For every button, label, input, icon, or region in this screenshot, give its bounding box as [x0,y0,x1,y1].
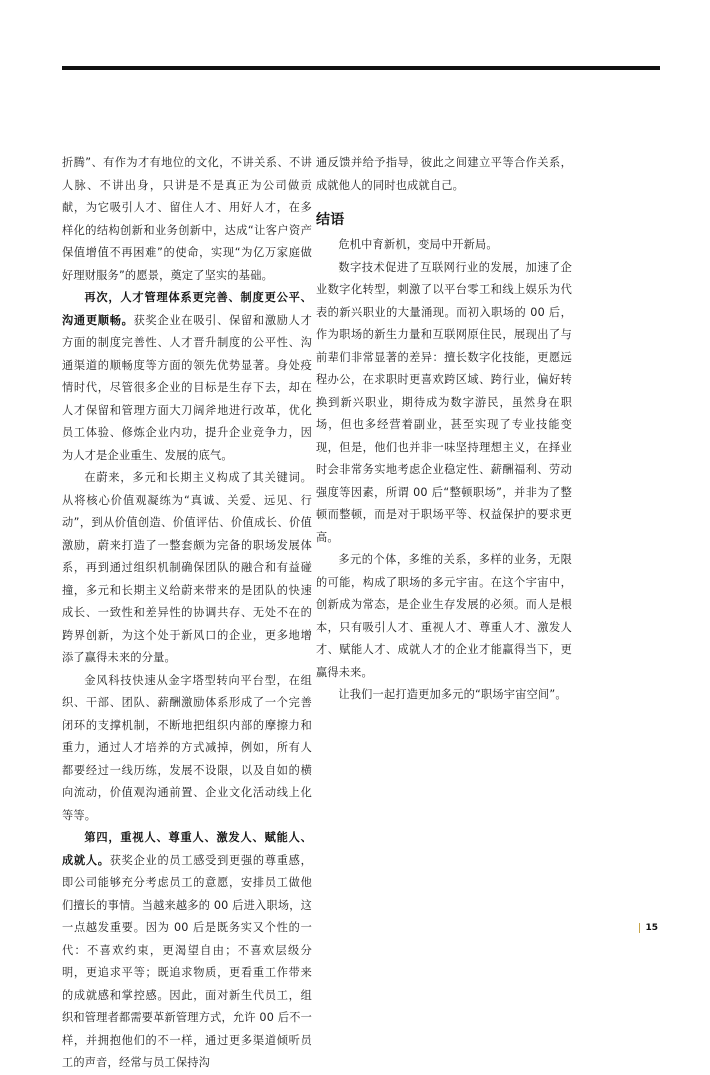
folio-bar [639,923,640,933]
paragraph: 通反馈并给予指导，彼此之间建立平等合作关系，成就他人的同时也成就自己。 [316,156,572,192]
paragraph: 让我们一起打造更加多元的“职场宇宙空间”。 [338,688,567,701]
paragraph: 数字技术促进了互联网行业的发展，加速了企业数字化转型，刺激了以平台零工和线上娱乐为代表的新兴职业的大量涌现。而初入职场的 00 后，作为职场的新生力量和互联网原住民，展现出了与前辈们非常显著的差异：擅长数字化技能，更愿远程办公，在求职时更喜欢跨区域、跨行业，偏好转换到新兴职业，期待成为数字游民，虽然身在职场，但也多经营着副业，甚至实现了专业技能变现，但是，他们也并非一味坚持理想主义，在择业时会非常务实地考虑企业稳定性、薪酬福利、劳动强度等因素，所谓 00 后“整顿职场”，并非为了整顿而整顿，而是对于职场平等、权益保护的要求更高。 [316,260,572,544]
right-column [316,152,572,707]
bold-lead: 再次，人才管理体系更完善、制度更公平、沟通更顺畅。 [62,291,312,327]
page-number: 15 [645,923,658,933]
paragraph [62,287,312,467]
paragraph: 金风科技快速从金字塔型转向平台型，在组织、干部、团队、薪酬激励体系形成了一个完善闭环的支撑机制，不断地把组织内部的摩擦力和重力，通过人才培养的方式减掉，例如，所有人都要经过一线历练，发展不设限，以及自如的横向流动，价值观沟通前置、企业文化活动线上化等等。 [62,673,312,822]
paragraph: 多元的个体，多维的关系，多样的业务，无限的可能，构成了职场的多元宇宙。在这个宇宙中，创新成为常态，是企业生存发展的必须。而人是根本，只有吸引人才、重视人才、尊重人才、激发人才、赋能人才、成就人才的企业才能赢得当下，更赢得未来。 [316,553,572,679]
top-rule [62,66,660,70]
page-folio [639,923,658,933]
left-column [62,152,312,1075]
section-heading: 结语 [316,212,345,228]
paragraph-text: 获奖企业在吸引、保留和激励人才方面的制度完善性、人才晋升制度的公平性、沟通渠道的顺畅度等方面的领先优势显著。身处疫情时代，尽管很多企业的目标是生存下去，却在人才保留和管理方面大刀阔斧地进行改革，优化员工体验、修炼企业内功，提升企业竞争力，因为人才是企业重生、发展的底气。 [62,313,312,462]
paragraph: 危机中育新机，变局中开新局。 [338,238,498,251]
paragraph: 在蔚来，多元和长期主义构成了其关键词。从将核心价值观凝练为“真诚、关爱、远见、行动”，到从价值创造、价值评估、价值成长、价值激励，蔚来打造了一整套颇为完备的职场发展体系，再到通过组织机制确保团队的融合和有益碰撞，多元和长期主义给蔚来带来的是团队的快速成长、一致性和差异性的协调共存、无处不在的跨界创新，为这个处于新风口的企业，更多地增添了赢得未来的分量。 [62,471,312,664]
paragraph [62,827,312,1075]
bold-lead: 第四，重视人、尊重人、激发人、赋能人、成就人。 [62,831,312,867]
paragraph-text: 获奖企业的员工感受到更强的尊重感，即公司能够充分考虑员工的意愿，安排员工做他们擅长的事情。当越来越多的 00 后进入职场，这一点越发重要。因为 00 后是既务实又个性的一代：不喜欢约束，更渴望自由；不喜欢层级分明，更追求平等；既追求物质，更看重工作带来的成就感和掌控感。因此，面对新生代员工，组织和管理者都需要革新管理方式，允许 00 后不一样，并拥抱他们的不一样，通过更多渠道倾听员工的声音，经常与员工保持沟 [62,853,312,1069]
paragraph: 折腾”、有作为才有地位的文化，不讲关系、不讲人脉、不讲出身，只讲是不是真正为公司做贡献，为它吸引人才、留住人才、用好人才，在多样化的结构创新和业务创新中，达成“让客户资产保值增值不再困难”的使命，实现“为亿万家庭做好理财服务”的愿景，奠定了坚实的基础。 [62,156,312,282]
